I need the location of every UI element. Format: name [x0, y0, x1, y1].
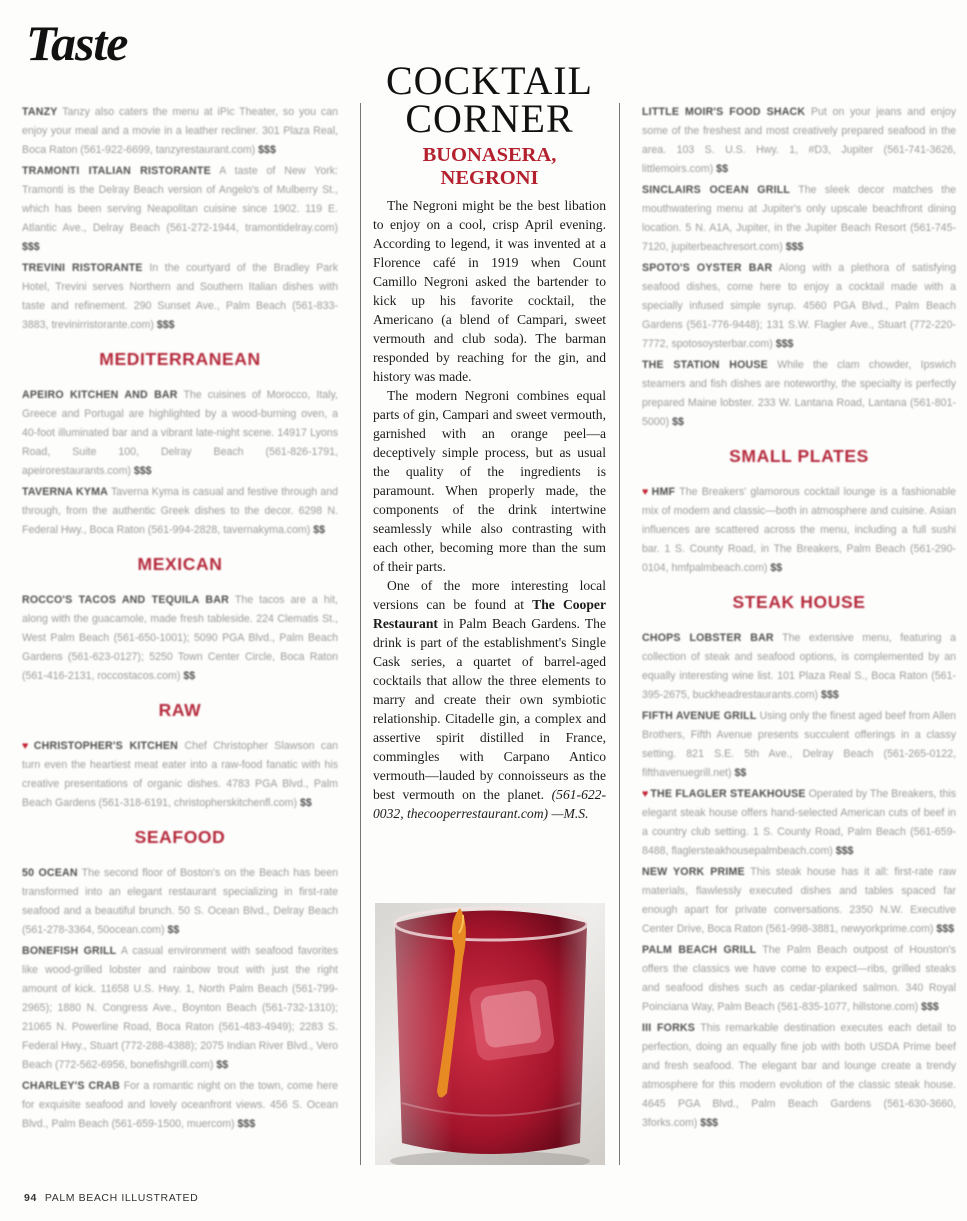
restaurant-listing — [22, 1077, 338, 1134]
restaurant-description: This remarkable destination executes each detail to perfection, doing an equally fine job with both USDA Prime beef and fresh seafood. The elegant bar and lounge create a trendy atmosphere for this modern evolution of the classic steak house. 4645 PGA Blvd., Palm Beach Gardens (561-630-3660, 3forks.com) — [642, 1022, 956, 1129]
restaurant-description: The tacos are a hit, along with the guacamole, made fresh tableside. 224 Clematis St., West Palm Beach (561-650-1001); 5090 PGA Blvd., Palm Beach Gardens (561-623-0127); 5250 Town Center Circle, Boca Raton (561-416-2131, roccostacos.com) — [22, 594, 338, 682]
negroni-cocktail-photo — [375, 903, 605, 1165]
price-rating: $$ — [313, 524, 326, 536]
restaurant-listing — [642, 863, 956, 939]
price-rating: $$ — [183, 670, 196, 682]
price-rating: $$$ — [700, 1117, 718, 1129]
heart-icon: ♥ — [22, 740, 32, 752]
restaurant-description: The extensive menu, featuring a collection of steak and seafood options, is complemented by an equally interesting wine list. 101 Plaza Real S., Boca Raton (561-395-2675, buckheadrestaurants.com) — [642, 632, 956, 701]
cocktail-corner-article — [373, 58, 606, 823]
section-title: Taste — [26, 15, 128, 71]
price-rating: $$ — [734, 767, 747, 779]
restaurant-description: The second floor of Boston's on the Beach has been transformed into an elegant restaurant specializing in first-rate seafood and a beautiful brunch. 50 S. Ocean Blvd., Delray Beach (561-278-3364, 50ocean.com) — [22, 867, 338, 936]
restaurant-description: For a romantic night on the town, come here for exquisite seafood and lovely oceanfront views. 456 S. Ocean Blvd., Palm Beach (561-659-1500, muercom) — [22, 1080, 338, 1130]
restaurant-name: CHARLEY'S CRAB — [22, 1080, 120, 1092]
price-rating: $$$ — [821, 689, 839, 701]
restaurant-name: HMF — [651, 486, 676, 498]
column-divider-left — [360, 103, 361, 1165]
restaurant-name: SINCLAIRS OCEAN GRILL — [642, 184, 791, 196]
restaurant-listing — [642, 707, 956, 783]
restaurant-description: Taverna Kyma is casual and festive through and through, from the authentic Greek dishes to the decor. 6298 N. Federal Hwy., Boca Raton (561-994-2828, tavernakyma.com) — [22, 486, 338, 536]
restaurant-name: TRAMONTI ITALIAN RISTORANTE — [22, 165, 211, 177]
restaurant-listing — [22, 162, 338, 257]
restaurant-listing — [22, 864, 338, 940]
restaurant-description: Put on your jeans and enjoy some of the freshest and most creatively prepared seafood in the area. 103 S. U.S. Hwy. 1, #D3, Jupiter (561-741-3626, littlemoirs.com) — [642, 106, 956, 175]
heart-icon: ♥ — [642, 788, 649, 800]
price-rating: $$ — [299, 797, 312, 809]
restaurant-listing — [22, 591, 338, 686]
restaurant-listing — [22, 259, 338, 335]
article-subtitle: BUONASERA, NEGRONI — [422, 144, 557, 189]
restaurant-description: This steak house has it all: first-rate raw materials, flawlessly executed dishes and tables spaced far enough apart for private conversations. 2350 N.W. Executive Center Drive, Boca Raton (561-998-3881, newyorkprime.com) — [642, 866, 956, 935]
restaurant-description: While the clam chowder, Ipswich steamers and fish dishes are noteworthy, the specialty is perfectly prepared Maine lobster. 233 W. Lantana Road, Lantana (561-801-5000) — [642, 359, 956, 428]
restaurant-listing — [642, 181, 956, 257]
restaurant-listing — [22, 103, 338, 160]
negroni-glass-image — [375, 903, 605, 1165]
restaurant-description: The cuisines of Morocco, Italy, Greece and Portugal are highlighted by a wood-burning oven, a 40-foot illuminated bar and a vibrant late-night scene. 14917 Lyons Road, Suite 100, Delray Beach (561-826-1791, apeirorestaurants.com) — [22, 389, 338, 477]
restaurant-description: Using only the finest aged beef from Allen Brothers, Fifth Avenue presents succulent offerings in a classy setting. 821 S.E. 5th Ave., Delray Beach (561-265-0122, fifthavenuegrill.net) — [642, 710, 956, 779]
restaurant-listing — [642, 629, 956, 705]
restaurant-listing — [22, 386, 338, 481]
price-rating: $$ — [716, 163, 728, 175]
article-paragraph: The Negroni might be the best libation to enjoy on a cool, crisp April evening. According to legend, it was invented at a Florence café in 1919 when Count Camillo Negroni asked the bartender to kick up his favorite cocktail, the Americano (a blend of Campari, sweet vermouth and club soda). The barman responded by reaching for the gin, and history was made. — [373, 198, 606, 384]
price-rating: $$$ — [921, 1001, 939, 1013]
restaurant-listing — [22, 483, 338, 540]
restaurant-description: A taste of New York: Tramonti is the Delray Beach version of Angelo's of Mulberry St., which has been serving Neapolitan cuisine since 1902. 119 E. Atlantic Ave., Delray Beach (561-272-1944, tramontidelray.com) — [22, 165, 338, 234]
restaurant-name: TANZY — [22, 106, 58, 118]
page-number: 94 — [24, 1192, 37, 1204]
restaurant-name: ROCCO'S TACOS AND TEQUILA BAR — [22, 594, 229, 606]
restaurant-name: APEIRO KITCHEN AND BAR — [22, 389, 178, 401]
restaurant-name: CHRISTOPHER'S KITCHEN — [33, 740, 178, 752]
category-heading: SMALL PLATES — [729, 446, 869, 466]
restaurant-description: The sleek decor matches the mouthwatering menu at Jupiter's only upscale beachfront dining location. 5 N. A1A, Jupiter, in the Jupiter Beach Resort (561-745-7120, jupiterbeachresort.com) — [642, 184, 956, 253]
article-body — [373, 196, 606, 823]
restaurant-name: SPOTO'S OYSTER BAR — [642, 262, 773, 274]
price-rating: $$$ — [133, 465, 152, 477]
category-heading: RAW — [158, 700, 202, 720]
restaurant-listing — [22, 737, 338, 813]
restaurant-description: In the courtyard of the Bradley Park Hotel, Trevini serves Northern and Southern Italian dishes with taste and refinement. 290 Sunset Ave., Palm Beach (561-833-3883, trevinirristorante.com) — [22, 262, 338, 331]
article-title: COCKTAIL CORNER — [385, 58, 593, 141]
category-heading: STEAK HOUSE — [732, 592, 866, 612]
page-footer — [24, 1192, 198, 1204]
restaurant-description: A casual environment with seafood favorites like wood-grilled lobster and rainbow trout with just the right amount of kick. 11658 U.S. Hwy. 1, North Palm Beach (561-799-2965); 1880 N. Congress Ave., Boynton Beach (561-732-1310); 21065 N. Powerline Road, Boca Raton (561-483-4949); 2283 S. Federal Hwy., Stuart (772-288-4388); 2075 Indian River Blvd., Vero Beach (772-562-6956, bonefishgrill.com) — [22, 945, 338, 1071]
category-heading: MEDITERRANEAN — [99, 349, 261, 369]
price-rating: $$$ — [835, 845, 854, 857]
price-rating: $$$ — [22, 241, 40, 253]
category-heading: SEAFOOD — [134, 827, 226, 847]
price-rating: $$ — [672, 416, 684, 428]
restaurant-name: CHOPS LOBSTER BAR — [642, 632, 774, 644]
price-rating: $$ — [770, 562, 783, 574]
restaurant-listing — [22, 942, 338, 1075]
restaurant-description: Tanzy also caters the menu at iPic Theater, so you can enjoy your meal and a movie in a leather recliner. 301 Plaza Real, Boca Raton (561-922-6699, tanzyrestaurant.com) — [22, 106, 338, 156]
price-rating: $$ — [216, 1059, 229, 1071]
publication-name: PALM BEACH ILLUSTRATED — [44, 1192, 199, 1204]
restaurant-name: THE STATION HOUSE — [642, 359, 768, 371]
restaurant-name: THE FLAGLER STEAKHOUSE — [650, 788, 806, 800]
price-rating: $$$ — [785, 241, 804, 253]
restaurant-name: LITTLE MOIR'S FOOD SHACK — [642, 106, 806, 118]
price-rating: $$ — [167, 924, 180, 936]
restaurant-listing — [642, 941, 956, 1017]
heart-icon: ♥ — [642, 486, 650, 498]
price-rating: $$$ — [156, 319, 175, 331]
contact-info: (561-622-0032, thecooperrestaurant.com) — [373, 787, 606, 821]
price-rating: $$$ — [258, 144, 276, 156]
restaurant-name: The Cooper Restaurant — [373, 597, 606, 631]
article-paragraph: The modern Negroni combines equal parts of gin, Campari and sweet vermouth, garnished with an orange peel—a deceptively simple process, but as usual the quality of the ingredients is paramount. When properly made, the components of the drink intertwine seamlessly while also contrasting with each other, becoming more than the sum of their parts. — [373, 388, 606, 574]
restaurant-name: TREVINI RISTORANTE — [22, 262, 143, 274]
restaurant-description: Chef Christopher Slawson can turn even the heartiest meat eater into a raw-food fanatic with his creative presentations of organic dishes. 4783 PGA Blvd., Palm Beach Gardens (561-318-6191, christopherskitchenfl.com) — [22, 740, 338, 809]
category-heading: MEXICAN — [137, 554, 223, 574]
restaurant-listing — [642, 483, 956, 578]
article-paragraph: One of the more interesting local versions can be found at The Cooper Restaurant in Palm Beach Gardens. The drink is part of the establishment's Single Cask series, a quartet of barrel-aged cocktails that allow the three elements to marry and create their own symbiotic relationship. Citadelle gin, a complex and assertive spirit distilled in France, commingles with Carpano Antico vermouth—lauded by connoisseurs as the best vermouth on the planet. (561-622-0032, thecooperrestaurant.com) —M.S. — [373, 578, 606, 821]
restaurant-name: FIFTH AVENUE GRILL — [642, 710, 757, 722]
restaurant-listing — [642, 785, 956, 861]
author-signature: —M.S. — [548, 806, 589, 821]
price-rating: $$$ — [237, 1118, 256, 1130]
restaurant-listing — [642, 103, 956, 179]
restaurant-description: The Breakers' glamorous cocktail lounge is a fashionable mix of modern and classic—both in atmosphere and cuisine. Asian influences are scattered across the menu, including a full sushi bar. 1 S. County Road, in The Breakers, Palm Beach (561-290-0104, hmfpalmbeach.com) — [642, 486, 956, 574]
restaurant-description: The Palm Beach outpost of Houston's offers the classics we have come to expect—ribs, grilled steaks and seafood dishes such as cedar-planked salmon. 340 Royal Poinciana Way, Palm Beach (561-835-1077, hillstone.com) — [642, 944, 956, 1013]
restaurant-name: 50 OCEAN — [22, 867, 78, 879]
column-divider-right — [619, 103, 620, 1165]
left-listings-column — [22, 103, 338, 1136]
restaurant-name: NEW YORK PRIME — [642, 866, 745, 878]
price-rating: $$$ — [936, 923, 955, 935]
restaurant-listing — [642, 259, 956, 354]
right-listings-column — [642, 103, 956, 1135]
restaurant-name: III FORKS — [642, 1022, 696, 1034]
restaurant-description: Operated by The Breakers, this elegant steak house offers hand-selected American cuts of beef in a country club setting. 1 S. County Road, Palm Beach (561-659-8488, flaglersteakhousepalmbeach.com) — [642, 788, 956, 857]
restaurant-name: TAVERNA KYMA — [22, 486, 108, 498]
price-rating: $$$ — [775, 338, 794, 350]
restaurant-description: Along with a plethora of satisfying seafood dishes, come here to enjoy a cocktail made with a specially infused simple syrup. 4560 PGA Blvd., Palm Beach Gardens (561-776-9448); 131 S.W. Flagler Ave., Stuart (772-220-7772, spotosoysterbar.com) — [642, 262, 956, 350]
restaurant-listing — [642, 1019, 956, 1133]
restaurant-name: BONEFISH GRILL — [22, 945, 117, 957]
restaurant-name: PALM BEACH GRILL — [642, 944, 757, 956]
restaurant-listing — [642, 356, 956, 432]
